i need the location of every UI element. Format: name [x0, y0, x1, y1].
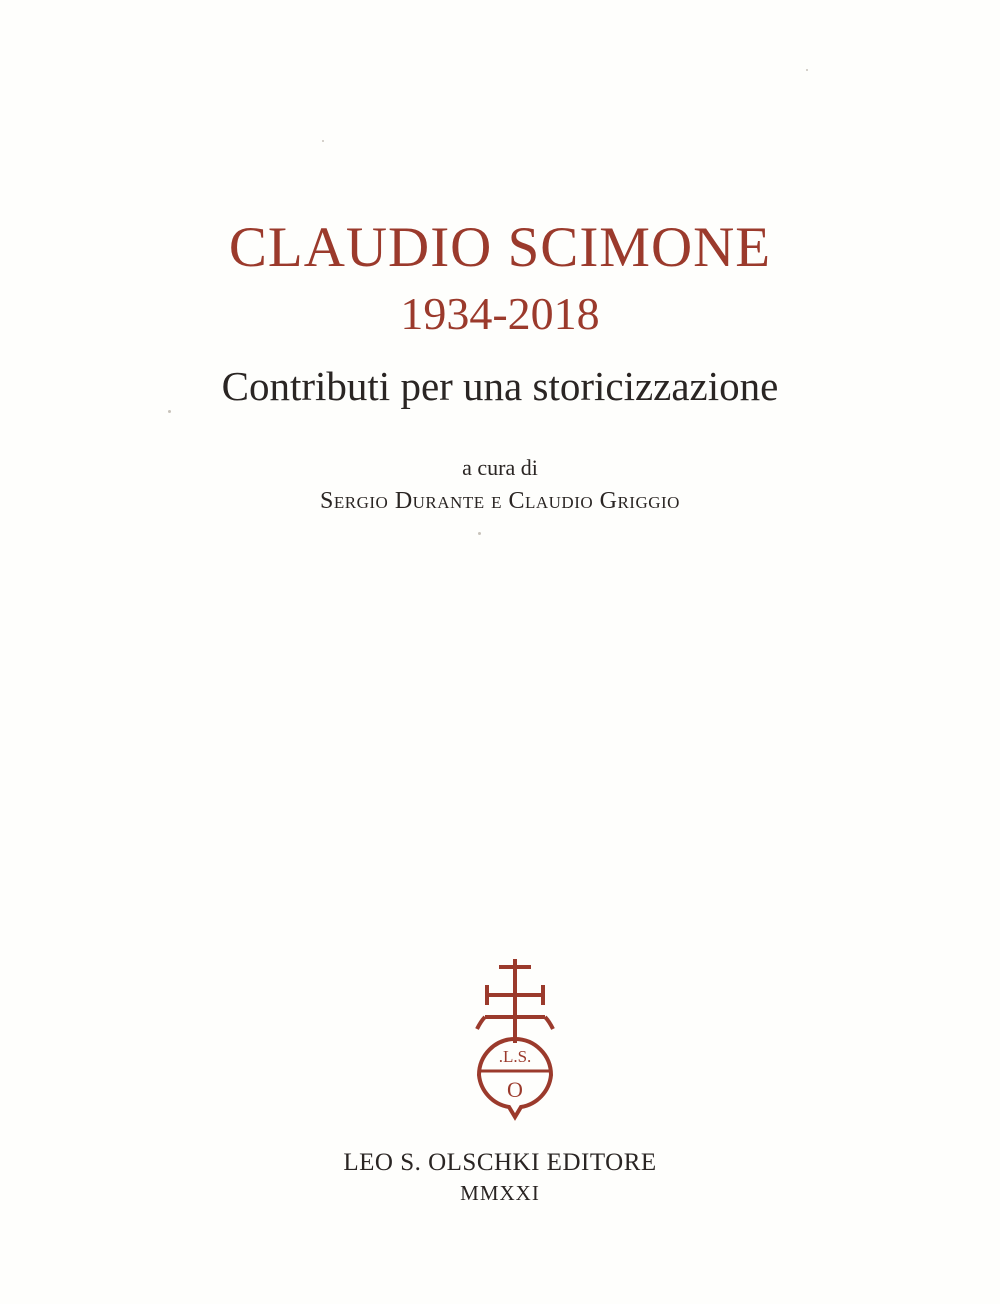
logo-bottom-letter: O [507, 1077, 523, 1102]
paper-speck [322, 140, 324, 142]
paper-speck [478, 532, 481, 535]
book-subtitle: Contributi per una storicizzazione [221, 363, 779, 409]
editors: Sergio Durante e Claudio Griggio [320, 488, 680, 514]
publisher-logo-icon [457, 955, 573, 1125]
logo-letters: .L.S. [498, 1047, 532, 1066]
book-years: 1934-2018 [400, 288, 600, 339]
curated-by-label: a cura di [462, 455, 538, 480]
book-title: CLAUDIO SCIMONE [228, 216, 772, 279]
paper-speck [806, 69, 808, 71]
publication-year: MMXXI [460, 1181, 540, 1205]
publisher-name: LEO S. OLSCHKI EDITORE [343, 1149, 657, 1176]
paper-speck [168, 410, 171, 413]
